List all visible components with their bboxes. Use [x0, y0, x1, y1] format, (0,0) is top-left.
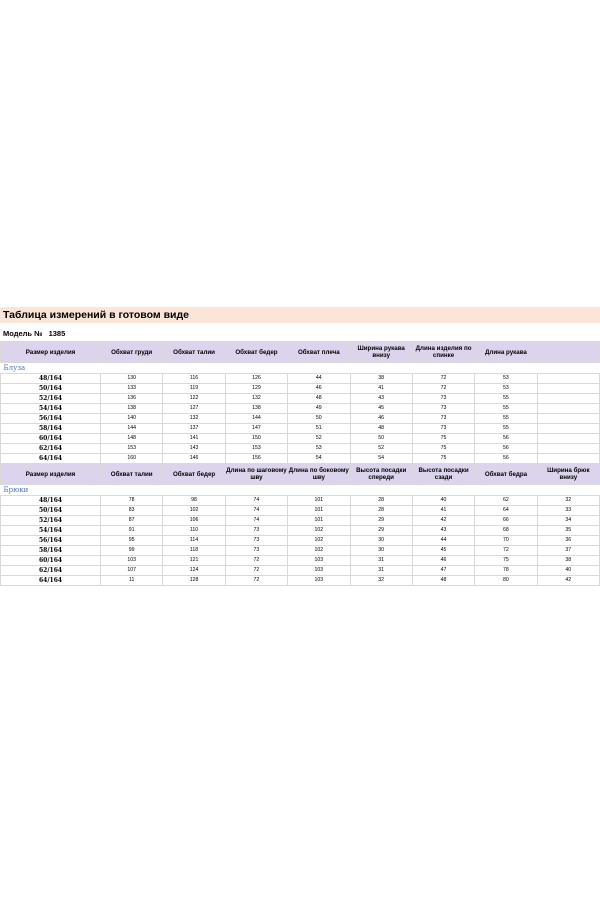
- column-header: Обхват бедра: [475, 464, 537, 485]
- value-cell: 103: [288, 576, 350, 586]
- value-cell: 132: [163, 414, 225, 424]
- value-cell: 102: [288, 536, 350, 546]
- value-cell: 137: [163, 424, 225, 434]
- value-cell: 119: [163, 384, 225, 394]
- value-cell: 75: [475, 556, 537, 566]
- value-cell: 141: [163, 434, 225, 444]
- value-cell: 73: [225, 526, 287, 536]
- value-cell: 38: [537, 556, 599, 566]
- table-row: [1, 556, 600, 566]
- value-cell: 103: [101, 556, 163, 566]
- table-row: [1, 444, 600, 454]
- column-header: Ширина рукава внизу: [350, 342, 412, 363]
- value-cell: 121: [163, 556, 225, 566]
- size-cell: 52/164: [1, 394, 101, 404]
- value-cell: 28: [350, 496, 412, 506]
- value-cell: 160: [101, 454, 163, 464]
- table-row: [1, 526, 600, 536]
- size-cell: 62/164: [1, 444, 101, 454]
- size-cell: 64/164: [1, 454, 101, 464]
- column-header: Длина по боковому шву: [288, 464, 350, 485]
- value-cell: 102: [288, 526, 350, 536]
- value-cell: 34: [537, 516, 599, 526]
- value-cell: 78: [475, 566, 537, 576]
- value-cell: 102: [163, 506, 225, 516]
- value-cell: 75: [412, 444, 474, 454]
- value-cell: 29: [350, 526, 412, 536]
- size-cell: 50/164: [1, 506, 101, 516]
- value-cell: 91: [101, 526, 163, 536]
- value-cell: 46: [288, 384, 350, 394]
- column-header: Ширина брюк внизу: [537, 464, 599, 485]
- size-cell: 58/164: [1, 546, 101, 556]
- value-cell: 110: [163, 526, 225, 536]
- value-cell: 35: [537, 526, 599, 536]
- value-cell: 98: [163, 496, 225, 506]
- value-cell: 48: [288, 394, 350, 404]
- value-cell: 118: [163, 546, 225, 556]
- value-cell: 68: [475, 526, 537, 536]
- value-cell: 130: [101, 374, 163, 384]
- value-cell: 146: [163, 454, 225, 464]
- blouse-header-row: [1, 342, 600, 363]
- value-cell: 127: [163, 404, 225, 414]
- value-cell: 32: [350, 576, 412, 586]
- size-cell: 56/164: [1, 536, 101, 546]
- value-cell: 73: [412, 424, 474, 434]
- value-cell: 72: [225, 576, 287, 586]
- value-cell: 156: [225, 454, 287, 464]
- column-header: [537, 342, 599, 363]
- value-cell: 66: [475, 516, 537, 526]
- value-cell: 126: [225, 374, 287, 384]
- value-cell: 50: [350, 434, 412, 444]
- value-cell: 11: [101, 576, 163, 586]
- column-header: Обхват талии: [163, 342, 225, 363]
- value-cell: 46: [412, 556, 474, 566]
- value-cell: 38: [350, 374, 412, 384]
- value-cell: 72: [225, 556, 287, 566]
- table-row: [1, 434, 600, 444]
- value-cell: 41: [350, 384, 412, 394]
- value-cell: 124: [163, 566, 225, 576]
- value-cell: 29: [350, 516, 412, 526]
- value-cell: 43: [350, 394, 412, 404]
- table-row: [1, 404, 600, 414]
- value-cell: 47: [412, 566, 474, 576]
- value-cell: 103: [288, 566, 350, 576]
- measurement-sheet: [0, 307, 600, 586]
- value-cell: 46: [350, 414, 412, 424]
- model-number-row: [0, 327, 600, 341]
- value-cell: 54: [350, 454, 412, 464]
- value-cell: 31: [350, 556, 412, 566]
- value-cell: 40: [537, 566, 599, 576]
- size-cell: 54/164: [1, 526, 101, 536]
- size-cell: 48/164: [1, 496, 101, 506]
- table-row: [1, 516, 600, 526]
- size-cell: 58/164: [1, 424, 101, 434]
- value-cell: 28: [350, 506, 412, 516]
- value-cell: 42: [412, 516, 474, 526]
- value-cell: 138: [101, 404, 163, 414]
- value-cell: 72: [412, 374, 474, 384]
- value-cell: 103: [288, 556, 350, 566]
- model-label: Модель №: [3, 329, 43, 338]
- value-cell: 72: [412, 384, 474, 394]
- column-header: Обхват плеча: [288, 342, 350, 363]
- value-cell: 75: [412, 454, 474, 464]
- value-cell: 122: [163, 394, 225, 404]
- value-cell: 132: [225, 394, 287, 404]
- value-cell: 73: [412, 414, 474, 424]
- value-cell: 32: [537, 496, 599, 506]
- value-cell: 138: [225, 404, 287, 414]
- value-cell: [537, 384, 599, 394]
- column-header: Обхват бедер: [163, 464, 225, 485]
- model-number: 1385: [48, 329, 66, 338]
- value-cell: 55: [475, 394, 537, 404]
- pants-section-row: [1, 485, 600, 496]
- table-row: [1, 424, 600, 434]
- section-label: Блуза: [3, 364, 26, 372]
- value-cell: 73: [225, 536, 287, 546]
- section-label: Брюки: [3, 486, 29, 494]
- value-cell: 64: [475, 506, 537, 516]
- value-cell: 53: [288, 444, 350, 454]
- value-cell: 95: [101, 536, 163, 546]
- value-cell: 70: [475, 536, 537, 546]
- value-cell: 128: [163, 576, 225, 586]
- size-cell: 60/164: [1, 556, 101, 566]
- value-cell: 136: [101, 394, 163, 404]
- value-cell: 44: [288, 374, 350, 384]
- measurement-table: [0, 341, 600, 586]
- value-cell: 80: [475, 576, 537, 586]
- value-cell: 73: [412, 404, 474, 414]
- column-header: Размер изделия: [1, 342, 101, 363]
- column-header: Размер изделия: [1, 464, 101, 485]
- value-cell: 44: [412, 536, 474, 546]
- value-cell: [537, 414, 599, 424]
- size-cell: 64/164: [1, 576, 101, 586]
- value-cell: 78: [101, 496, 163, 506]
- value-cell: 55: [475, 424, 537, 434]
- value-cell: 48: [412, 576, 474, 586]
- column-header: Длина рукава: [475, 342, 537, 363]
- sheet-title: Таблица измерений в готовом виде: [0, 307, 600, 323]
- value-cell: 41: [412, 506, 474, 516]
- column-header: Высота посадки спереди: [350, 464, 412, 485]
- value-cell: 101: [288, 496, 350, 506]
- value-cell: 56: [475, 454, 537, 464]
- value-cell: 45: [412, 546, 474, 556]
- table-row: [1, 576, 600, 586]
- value-cell: 56: [475, 434, 537, 444]
- blouse-section-row: [1, 363, 600, 374]
- size-cell: 56/164: [1, 414, 101, 424]
- column-header: Обхват талии: [101, 464, 163, 485]
- value-cell: 50: [288, 414, 350, 424]
- value-cell: 101: [288, 516, 350, 526]
- value-cell: 107: [101, 566, 163, 576]
- value-cell: 101: [288, 506, 350, 516]
- table-row: [1, 414, 600, 424]
- value-cell: 30: [350, 536, 412, 546]
- value-cell: 48: [350, 424, 412, 434]
- value-cell: 43: [412, 526, 474, 536]
- table-row: [1, 384, 600, 394]
- value-cell: 54: [288, 454, 350, 464]
- value-cell: 150: [225, 434, 287, 444]
- value-cell: 74: [225, 516, 287, 526]
- value-cell: [537, 374, 599, 384]
- size-cell: 50/164: [1, 384, 101, 394]
- value-cell: 36: [537, 536, 599, 546]
- value-cell: 53: [475, 384, 537, 394]
- table-row: [1, 546, 600, 556]
- value-cell: 99: [101, 546, 163, 556]
- value-cell: [537, 454, 599, 464]
- value-cell: 62: [475, 496, 537, 506]
- value-cell: 37: [537, 546, 599, 556]
- value-cell: 140: [101, 414, 163, 424]
- value-cell: 153: [101, 444, 163, 454]
- table-row: [1, 374, 600, 384]
- value-cell: 153: [225, 444, 287, 454]
- value-cell: 129: [225, 384, 287, 394]
- value-cell: 75: [412, 434, 474, 444]
- value-cell: 148: [101, 434, 163, 444]
- value-cell: 42: [537, 576, 599, 586]
- value-cell: 74: [225, 506, 287, 516]
- value-cell: 106: [163, 516, 225, 526]
- table-row: [1, 506, 600, 516]
- value-cell: [537, 394, 599, 404]
- value-cell: 73: [225, 546, 287, 556]
- table-row: [1, 496, 600, 506]
- value-cell: 51: [288, 424, 350, 434]
- value-cell: 147: [225, 424, 287, 434]
- value-cell: 30: [350, 546, 412, 556]
- value-cell: 83: [101, 506, 163, 516]
- value-cell: 52: [288, 434, 350, 444]
- value-cell: 74: [225, 496, 287, 506]
- value-cell: 72: [475, 546, 537, 556]
- value-cell: 55: [475, 404, 537, 414]
- value-cell: 53: [475, 374, 537, 384]
- value-cell: 73: [412, 394, 474, 404]
- column-header: Высота посадки сзади: [412, 464, 474, 485]
- column-header: Обхват груди: [101, 342, 163, 363]
- size-cell: 54/164: [1, 404, 101, 414]
- column-header: Длина изделия по спинке: [412, 342, 474, 363]
- table-row: [1, 454, 600, 464]
- value-cell: 133: [101, 384, 163, 394]
- value-cell: 55: [475, 414, 537, 424]
- value-cell: 144: [101, 424, 163, 434]
- value-cell: 33: [537, 506, 599, 516]
- column-header: Длина по шаговому шву: [225, 464, 287, 485]
- value-cell: 143: [163, 444, 225, 454]
- pants-header-row: [1, 464, 600, 485]
- value-cell: 40: [412, 496, 474, 506]
- size-cell: 48/164: [1, 374, 101, 384]
- size-cell: 52/164: [1, 516, 101, 526]
- size-cell: 60/164: [1, 434, 101, 444]
- table-row: [1, 536, 600, 546]
- value-cell: [537, 444, 599, 454]
- value-cell: 87: [101, 516, 163, 526]
- value-cell: 52: [350, 444, 412, 454]
- value-cell: [537, 434, 599, 444]
- table-row: [1, 394, 600, 404]
- value-cell: 144: [225, 414, 287, 424]
- table-row: [1, 566, 600, 576]
- value-cell: 116: [163, 374, 225, 384]
- value-cell: 102: [288, 546, 350, 556]
- value-cell: 31: [350, 566, 412, 576]
- size-cell: 62/164: [1, 566, 101, 576]
- value-cell: 72: [225, 566, 287, 576]
- value-cell: 56: [475, 444, 537, 454]
- value-cell: 114: [163, 536, 225, 546]
- value-cell: [537, 424, 599, 434]
- value-cell: 45: [350, 404, 412, 414]
- value-cell: 49: [288, 404, 350, 414]
- value-cell: [537, 404, 599, 414]
- column-header: Обхват бедер: [225, 342, 287, 363]
